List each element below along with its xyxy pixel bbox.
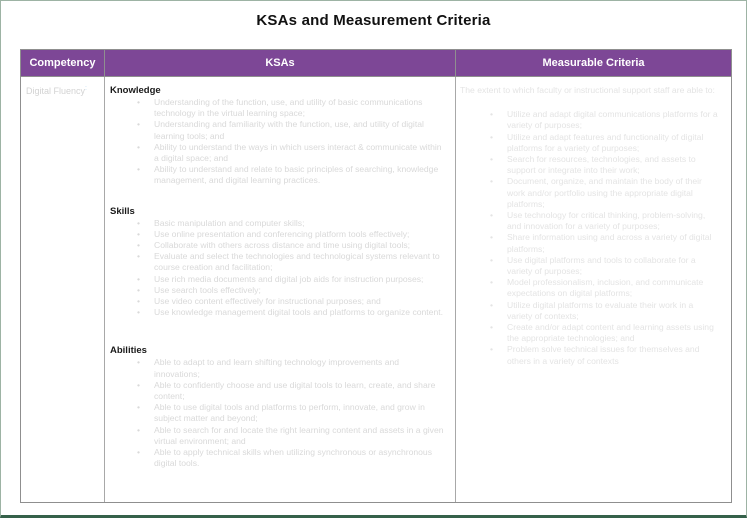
skills-bullet: • Use online presentation and conferencing platform tools effectively; (110, 229, 445, 240)
header-competency: Competency (21, 50, 105, 76)
criteria-bullet: • Document, organize, and maintain the body of their work and/or portfolio using the appropriate digital platforms; (460, 176, 719, 210)
skills-heading: Skills (110, 205, 135, 217)
table-body-row (21, 76, 731, 502)
criteria-bullet: • Use digital platforms and tools to collaborate for a variety of purposes; (460, 255, 719, 277)
knowledge-bullet: • Understanding of the function, use, and utility of basic communications technology in the virtual learning space; (110, 97, 445, 119)
skills-bullet: • Use knowledge management digital tools and platforms to organize content. (110, 307, 445, 318)
criteria-bullet: • Use technology for critical thinking, problem-solving, and innovation for a variety of purposes; (460, 210, 719, 232)
competency-cell (21, 77, 105, 502)
competency-marker: : (85, 85, 87, 92)
ksa-criteria-table (20, 49, 732, 503)
criteria-bullet-list (460, 109, 719, 367)
knowledge-bullet: • Ability to understand and relate to basic principles of searching, knowledge management, and digital learning practices. (110, 164, 445, 186)
header-measurable-criteria: Measurable Criteria (456, 50, 731, 76)
skills-section (110, 206, 445, 319)
skills-bullet: • Basic manipulation and computer skills; (110, 218, 445, 229)
criteria-bullet: • Search for resources, technologies, and assets to support or integrate into their work; (460, 154, 719, 176)
criteria-bullet: • Utilize and adapt digital communications platforms for a variety of purposes; (460, 109, 719, 131)
criteria-bullet: • Model professionalism, inclusion, and communicate expectations on digital platforms; (460, 277, 719, 299)
skills-bullet: • Use search tools effectively; (110, 285, 445, 296)
abilities-bullet: • Able to confidently choose and use digital tools to learn, create, and share content; (110, 380, 445, 402)
page-title: KSAs and Measurement Criteria (256, 12, 491, 29)
knowledge-heading: Knowledge (110, 85, 161, 96)
skills-bullet: • Use rich media documents and digital job aids for instruction purposes; (110, 274, 445, 285)
measurable-criteria-cell (456, 77, 731, 502)
criteria-bullet: • Utilize and adapt features and functionality of digital platforms for a variety of purposes; (460, 132, 719, 154)
abilities-bullet: • Able to search for and locate the right learning content and assets in a given virtual environment; and (110, 425, 445, 447)
knowledge-bullet-list (110, 97, 445, 187)
ksas-cell (105, 77, 456, 502)
abilities-bullet: • Able to use digital tools and platforms to perform, innovate, and grow in subject matter and beyond; (110, 402, 445, 424)
abilities-bullet: • Able to adapt to and learn shifting technology improvements and innovations; (110, 357, 445, 379)
abilities-section (110, 345, 445, 469)
knowledge-bullet: • Understanding and familiarity with the function, use, and utility of digital learning tools; and (110, 119, 445, 141)
criteria-intro: The extent to which faculty or instructional support staff are able to: (460, 85, 715, 95)
knowledge-section (110, 85, 445, 187)
knowledge-bullet: • Ability to understand the ways in which users interact & communicate within a digital space; and (110, 142, 445, 164)
skills-bullet-list (110, 218, 445, 319)
criteria-bullet: • Problem solve technical issues for themselves and others in a variety of contexts (460, 344, 719, 366)
abilities-heading: Abilities (110, 345, 147, 357)
skills-bullet: • Collaborate with others across distance and time using digital tools; (110, 240, 445, 251)
table-header-row (21, 50, 731, 76)
criteria-bullet: • Share information using and across a variety of digital platforms; (460, 232, 719, 254)
criteria-bullet: • Create and/or adapt content and learning assets using the appropriate technologies; and (460, 322, 719, 344)
skills-bullet: • Evaluate and select the technologies and technological systems relevant to course creation and facilitation; (110, 251, 445, 273)
abilities-bullet: • Able to apply technical skills when utilizing synchronous or asynchronous digital tools. (110, 447, 445, 469)
criteria-bullet: • Utilize digital platforms to evaluate their work in a variety of contexts; (460, 300, 719, 322)
skills-bullet: • Use video content effectively for instructional purposes; and (110, 296, 445, 307)
abilities-bullet-list (110, 357, 445, 469)
header-ksas: KSAs (105, 50, 456, 76)
competency-label: Digital Fluency (26, 86, 86, 96)
